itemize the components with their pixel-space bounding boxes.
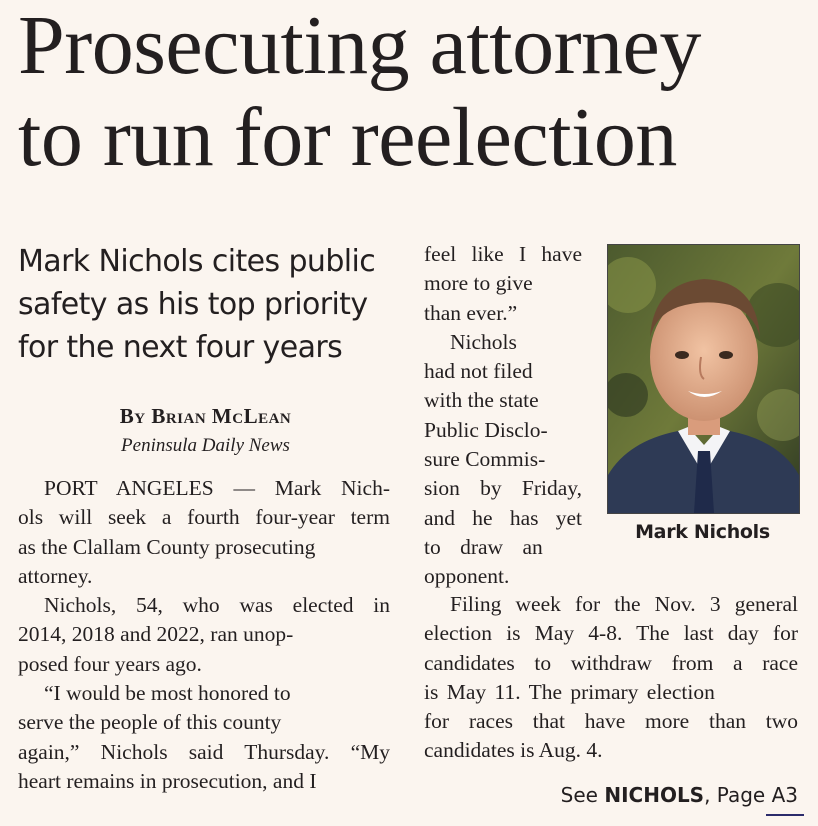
jump-line [561,779,798,811]
body-line: feel like I have [424,242,582,266]
body-line: posed four years ago. [18,651,202,676]
jump-keyword: NICHOLS [604,783,705,807]
body-line: attorney. [18,563,93,588]
body-line: for races that have more than two [424,709,798,734]
article-column-1 [18,474,390,796]
body-line: opponent. [424,564,510,589]
byline [18,401,393,461]
body-line: heart remains in prosecution, and I [18,768,317,793]
body-line: Nichols [450,329,517,354]
subheadline-line-3: for the next four years [18,330,343,365]
article-column-2 [424,240,582,592]
body-line: Public Disclo- [424,417,548,442]
body-line: to draw an [424,534,543,559]
subheadline-line-1: Mark Nichols cites public [18,244,376,279]
headline [18,0,808,184]
body-line: again,” Nichols said Thursday. “My [18,739,390,764]
body-line: PORT ANGELES — Mark Nich- [44,476,390,500]
jump-prefix: See [560,783,598,807]
byline-author: By Brian McLean [119,404,292,428]
body-line: as the Clallam County prosecuting [18,534,316,559]
body-line: “I would be most honored to [44,681,291,706]
corner-rule [766,814,804,816]
body-line: sure Commis- [424,447,546,472]
body-line: ols will seek a fourth four-year term [18,505,390,530]
body-line: sion by Friday, [424,476,582,501]
byline-outlet: Peninsula Daily News [121,435,290,456]
body-line: election is May 4-8. The last day for [424,621,798,646]
body-line: and he has yet [424,505,582,530]
article-column-2-continued [424,590,798,766]
headline-line-1: Prosecuting attorney [18,0,701,92]
subheadline-line-2: safety as his top priority [18,287,368,322]
subheadline [18,240,398,369]
body-line: serve the people of this county [18,710,282,735]
body-line: candidates is Aug. 4. [424,738,603,763]
body-line: Nichols, 54, who was elected in [44,593,390,618]
portrait-photo [607,244,800,514]
body-line: with the state [424,388,539,413]
body-line: 2014, 2018 and 2022, ran unop- [18,622,294,647]
body-line: is May 11. The primary election [424,679,715,704]
body-line: candidates to withdraw from a race [424,650,798,675]
jump-suffix: , Page A3 [704,783,798,807]
body-line: than ever.” [424,300,518,325]
portrait-photo-icon [608,245,799,513]
headline-line-2: to run for reelection [18,91,677,184]
body-line: Filing week for the Nov. 3 general [450,592,798,616]
body-line: more to give [424,271,533,296]
body-line: had not filed [424,359,533,384]
photo-caption: Mark Nichols [635,521,770,543]
